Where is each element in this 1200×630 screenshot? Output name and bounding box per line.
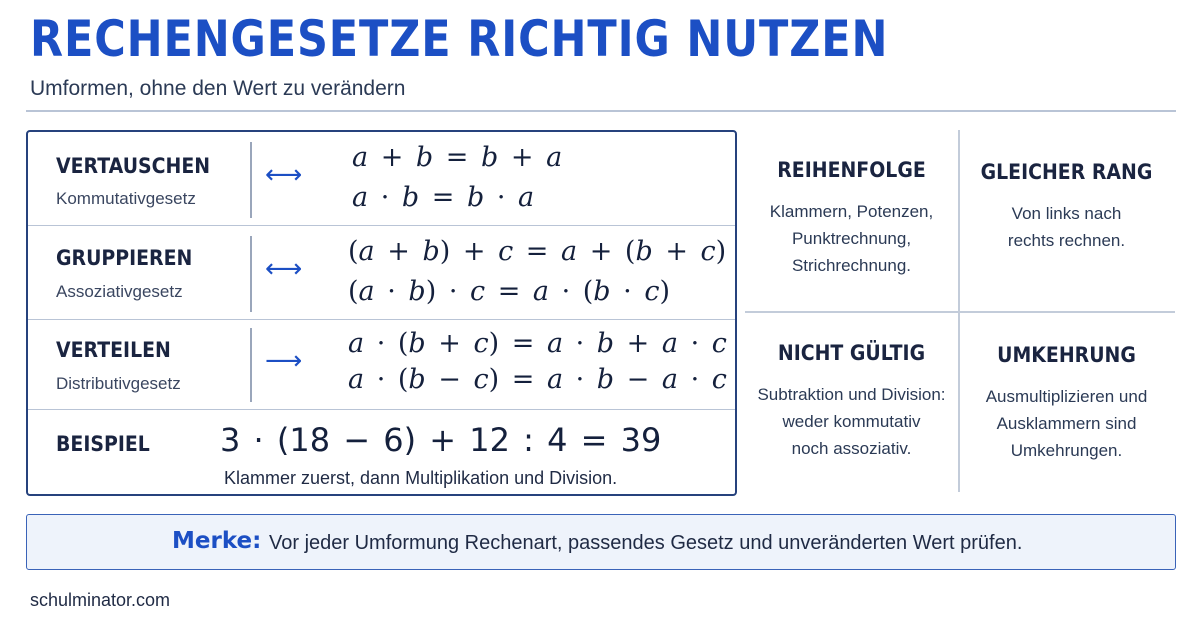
rule-card-inverse (960, 343, 1173, 464)
rule-text (960, 383, 1173, 464)
rule-text-line: Ausklammern sind (996, 414, 1137, 433)
merke-text: Vor jeder Umformung Rechenart, passendes Gesetz und unveränderten Wert prüfen. (269, 532, 1023, 554)
rule-text-line: rechts rechnen. (1007, 231, 1126, 250)
law-name: VERTEILEN (56, 338, 171, 362)
formula-line: a + b = b + a (352, 142, 563, 173)
rule-text-line: Strichrechnung. (791, 256, 912, 275)
law-subtitle: Assoziativgesetz (56, 282, 183, 301)
formula-line: a · (b − c) = a · b − a · c (348, 364, 727, 395)
rule-title: NICHT GÜLTIG (777, 341, 926, 365)
rule-title: REIHENFOLGE (777, 158, 926, 182)
rule-text (745, 198, 958, 279)
law-row-distributive (28, 320, 735, 410)
rule-text-line: Punktrechnung, (791, 229, 912, 248)
bidirectional-arrow-icon: ⟷ (265, 254, 303, 284)
law-subtitle: Kommutativgesetz (56, 189, 196, 208)
rule-title: UMKEHRUNG (997, 343, 1136, 367)
row-separator (250, 142, 252, 218)
bidirectional-arrow-icon: ⟷ (265, 160, 303, 190)
rule-text (745, 381, 958, 462)
formula-line: a · b = b · a (352, 182, 535, 213)
formula-line: (a · b) · c = a · (b · c) (348, 276, 671, 307)
laws-panel (26, 130, 737, 496)
header-divider (26, 110, 1176, 112)
example-label: BEISPIEL (56, 432, 150, 456)
law-row-associative (28, 226, 735, 320)
rule-card-order (745, 158, 958, 279)
law-subtitle: Distributivgesetz (56, 374, 181, 393)
law-name: VERTAUSCHEN (56, 154, 211, 178)
page-subtitle: Umformen, ohne den Wert zu verändern (30, 77, 406, 100)
rule-title: GLEICHER RANG (980, 160, 1153, 184)
formula-line: (a + b) + c = a + (b + c) (348, 236, 727, 267)
rule-text-line: weder kommutativ (782, 412, 921, 431)
row-separator (250, 236, 252, 312)
rule-text-line: noch assoziativ. (791, 439, 912, 458)
example-formula: 3 · (18 − 6) + 12 : 4 = 39 (220, 421, 662, 459)
example-row (28, 410, 735, 496)
example-note: Klammer zuerst, dann Multiplikation und Division. (224, 468, 618, 488)
rule-text-line: Von links nach (1011, 204, 1122, 223)
rules-grid-horizontal-divider (745, 311, 1175, 313)
law-row-commutative (28, 132, 735, 226)
row-separator (250, 328, 252, 402)
rule-text-line: Ausmultiplizieren und (985, 387, 1148, 406)
law-name: GRUPPIEREN (56, 246, 193, 270)
formula-line: a · (b + c) = a · b + a · c (348, 328, 727, 359)
rule-card-same-rank (960, 160, 1173, 254)
rule-text (960, 200, 1173, 254)
rule-text-line: Umkehrungen. (1010, 441, 1123, 460)
rule-text-line: Klammern, Potenzen, (769, 202, 934, 221)
merke-callout (26, 514, 1176, 570)
footer-site: schulminator.com (30, 590, 171, 610)
rule-card-not-valid (745, 341, 958, 462)
rule-text-line: Subtraktion und Division: (757, 385, 946, 404)
right-arrow-icon: ⟶ (265, 346, 303, 376)
merke-label: Merke: (172, 528, 262, 554)
page-title: RECHENGESETZE RICHTIG NUTZEN (30, 10, 889, 68)
